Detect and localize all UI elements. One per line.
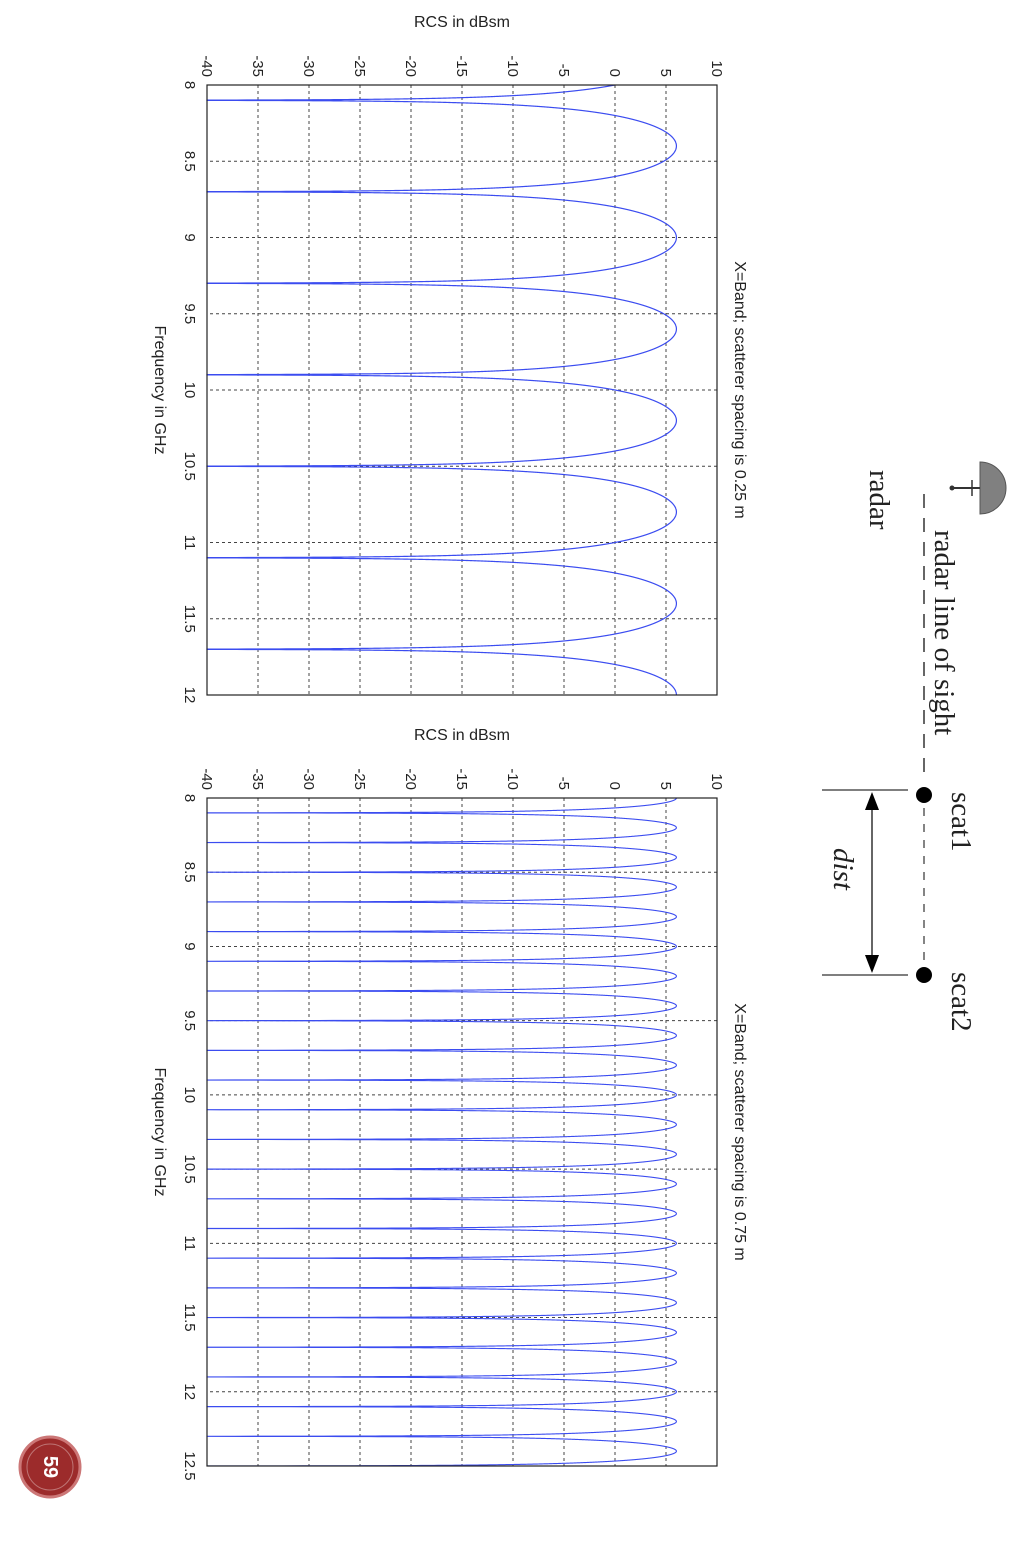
y-tick-label: -10 — [504, 55, 521, 77]
x-tick-label: 11 — [181, 534, 198, 551]
x-tick-label: 8.5 — [181, 861, 198, 883]
chart1-y-axis-label: RCS in dBsm — [413, 14, 511, 31]
chart2-title: X=Band; scatterer spacing is 0.75 m — [731, 1003, 748, 1261]
scat2-label: scat2 — [945, 972, 977, 1032]
chart2-x-axis-label: Frequency in GHz — [151, 1067, 168, 1197]
chart1-x-axis-label: Frequency in GHz — [151, 325, 168, 455]
x-tick-label: 11 — [181, 1235, 198, 1252]
x-tick-label: 8.5 — [181, 150, 198, 172]
x-tick-label: 9 — [181, 942, 198, 951]
x-tick-label: 10.5 — [181, 1154, 198, 1184]
radar-label: radar — [863, 470, 895, 530]
y-tick-label: 0 — [606, 68, 623, 77]
chart1-y-tick-labels — [198, 55, 725, 77]
line-of-sight-label: radar line of sight — [928, 530, 960, 736]
y-tick-label: -20 — [402, 55, 419, 77]
y-tick-label: -10 — [504, 768, 521, 790]
chart-spacing-025 — [151, 14, 748, 703]
y-tick-label: -5 — [555, 776, 572, 790]
y-tick-label: 0 — [606, 781, 623, 790]
x-tick-label: 10 — [181, 1086, 198, 1104]
y-tick-label: 10 — [708, 773, 725, 790]
y-tick-label: -15 — [453, 55, 470, 77]
y-tick-label: -5 — [555, 63, 572, 77]
x-tick-label: 8 — [181, 793, 198, 803]
chart1-title: X=Band; scatterer spacing is 0.25 m — [731, 261, 748, 519]
chart2-x-tick-labels — [181, 794, 198, 1481]
scat2-point — [916, 967, 932, 983]
y-tick-label: -30 — [300, 768, 317, 790]
x-tick-label: 10 — [181, 381, 198, 399]
y-tick-label: -40 — [198, 55, 215, 77]
x-tick-label: 9.5 — [181, 1010, 198, 1032]
scat1-label: scat1 — [945, 792, 977, 852]
dist-label: dist — [827, 848, 859, 890]
chart-spacing-075 — [151, 727, 748, 1481]
y-tick-label: -25 — [351, 768, 368, 790]
y-tick-label: -30 — [300, 55, 317, 77]
x-tick-label: 12 — [181, 686, 198, 704]
y-tick-label: 5 — [657, 781, 674, 790]
slide-number: 59 — [39, 1455, 61, 1479]
x-tick-label: 11.5 — [181, 604, 198, 633]
x-tick-label: 10.5 — [181, 451, 198, 481]
slide-number-badge — [20, 1437, 80, 1497]
y-tick-label: -35 — [249, 768, 266, 790]
x-tick-label: 9.5 — [181, 303, 198, 325]
x-tick-label: 12 — [181, 1383, 198, 1401]
x-tick-label: 8 — [181, 80, 198, 90]
y-tick-label: -20 — [402, 768, 419, 790]
radar-dish-icon — [950, 462, 1007, 514]
dist-arrow-right-icon — [865, 955, 879, 973]
y-tick-label: -25 — [351, 55, 368, 77]
chart1-x-tick-labels — [181, 81, 198, 704]
x-tick-label: 12.5 — [181, 1451, 198, 1481]
x-tick-label: 11.5 — [181, 1303, 198, 1332]
scat1-point — [916, 787, 932, 803]
y-tick-label: 5 — [657, 68, 674, 77]
x-tick-label: 9 — [181, 233, 198, 242]
y-tick-label: -35 — [249, 55, 266, 77]
dist-arrow-left-icon — [865, 792, 879, 810]
y-tick-label: 10 — [708, 60, 725, 77]
y-tick-label: -15 — [453, 768, 470, 790]
scatterer-diagram — [822, 462, 1006, 1032]
chart2-y-axis-label: RCS in dBsm — [413, 727, 511, 744]
y-tick-label: -40 — [198, 768, 215, 790]
chart2-y-tick-labels — [198, 768, 725, 790]
